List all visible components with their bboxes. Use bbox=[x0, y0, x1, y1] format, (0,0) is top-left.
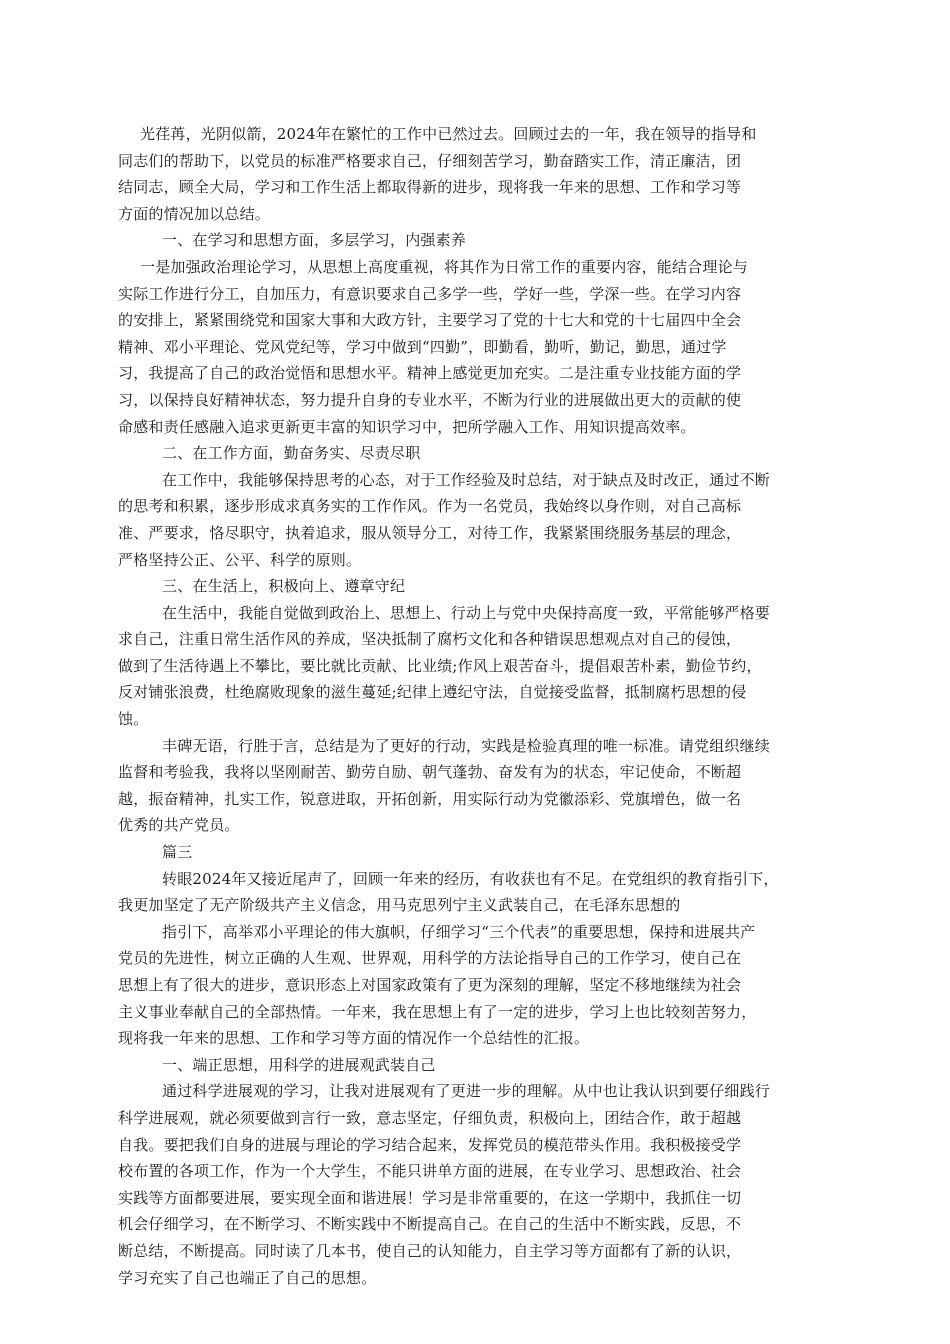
text-line: 在生活中，我能自觉做到政治上、思想上、行动上与党中央保持高度一致，平常能够严格要 bbox=[162, 603, 771, 622]
text-line: 断总结，不断提高。同时读了几本书，使自己的认知能力，自主学习等方面都有了新的认识， bbox=[118, 1241, 742, 1260]
text-line: 丰碑无语，行胜于言，总结是为了更好的行动，实践是检验真理的唯一标准。请党组织继续 bbox=[162, 736, 771, 755]
text-line: 实际工作进行分工，自加压力，有意识要求自己多学一些，学好一些，学深一些。在学习内容 bbox=[118, 284, 742, 303]
text-line: 党员的先进性，树立正确的人生观、世界观，用科学的方法论指导自己的工作学习，使自己在 bbox=[118, 949, 742, 968]
text-line: 实践等方面都要进展，要实现全面和谐进展！学习是非常重要的，在这一学期中，我抓住一切 bbox=[118, 1188, 742, 1207]
text-line: 严格坚持公正、公平、科学的原则。 bbox=[118, 550, 362, 569]
text-line: 优秀的共产党员。 bbox=[118, 816, 240, 835]
text-line: 光荏苒，光阴似箭，2024年在繁忙的工作中已然过去。回顾过去的一年，我在领导的指导和 bbox=[140, 125, 757, 143]
text-line: 方面的情况加以总结。 bbox=[118, 204, 271, 223]
text-line: 三、在生活上，积极向上、遵章守纪 bbox=[162, 577, 406, 596]
text-line: 准、严要求，恪尽职守，执着追求，服从领导分工，对待工作，我紧紧围绕服务基层的理念， bbox=[118, 523, 742, 542]
text-line: 校布置的各项工作，作为一个大学生，不能只讲单方面的进展，在专业学习、思想政治、社会 bbox=[118, 1162, 742, 1181]
text-line: 越，振奋精神，扎实工作，锐意进取，开拓创新，用实际行动为党徽添彩、党旗增色，做一名 bbox=[118, 789, 742, 808]
text-line: 习，以保持良好精神状态，努力提升自身的专业水平，不断为行业的进展做出更大的贡献的使 bbox=[118, 390, 742, 409]
text-line: 命感和责任感融入追求更新更丰富的知识学习中，把所学融入工作、用知识提高效率。 bbox=[118, 417, 696, 436]
text-line: 学习充实了自己也端正了自己的思想。 bbox=[118, 1268, 377, 1287]
text-line: 二、在工作方面，勤奋务实、尽责尽职 bbox=[162, 444, 421, 463]
text-line: 通过科学进展观的学习，让我对进展观有了更进一步的理解。从中也让我认识到要仔细践行 bbox=[162, 1082, 771, 1101]
text-line: 我更加坚定了无产阶级共产主义信念，用马克思列宁主义武装自己，在毛泽东思想的 bbox=[118, 896, 681, 915]
text-line: 转眼2024年又接近尾声了，回顾一年来的经历，有收获也有不足。在党组织的教育指引下， bbox=[162, 869, 779, 888]
text-line: 的思考和积累，逐步形成求真务实的工作作风。作为一名党员，我始终以身作则，对自己高标 bbox=[118, 497, 742, 516]
text-line: 思想上有了很大的进步，意识形态上对国家政策有了更为深刻的理解，坚定不移地继续为社会 bbox=[118, 976, 742, 994]
text-line: 一、在学习和思想方面，多层学习，内强素养 bbox=[162, 231, 467, 250]
text-line: 在工作中，我能够保持思考的心态，对于工作经验及时总结，对于缺点及时改正，通过不断 bbox=[162, 470, 771, 489]
text-line: 一、端正思想，用科学的进展观武装自己 bbox=[162, 1055, 436, 1074]
text-line: 求自己，注重日常生活作风的养成，坚决抵制了腐朽文化和各种错误思想观点对自己的侵蚀， bbox=[118, 630, 742, 649]
text-line: 机会仔细学习，在不断学习、不断实践中不断提高自己。在自己的生活中不断实践，反思，不 bbox=[118, 1215, 742, 1234]
text-line: 主义事业奉献自己的全部热情。一年来，我在思想上有了一定的进步，学习上也比较刻苦努力， bbox=[118, 1002, 757, 1021]
text-line: 自我。要把我们自身的进展与理论的学习结合起来，发挥党员的模范带头作用。我积极接受学 bbox=[118, 1135, 742, 1154]
text-line: 反对铺张浪费，杜绝腐败现象的滋生蔓延;纪律上遵纪守法，自觉接受监督，抵制腐朽思想的侵 bbox=[118, 683, 747, 702]
text-line: 科学进展观，就必须要做到言行一致，意志坚定，仔细负责，积极向上，团结合作，敢于超越 bbox=[118, 1108, 742, 1127]
text-line: 监督和考验我，我将以坚刚耐苦、勤劳自励、朝气蓬勃、奋发有为的状态，牢记使命，不断超 bbox=[118, 763, 742, 782]
text-line: 的安排上，紧紧围绕党和国家大事和大政方针，主要学习了党的十七大和党的十七届四中全会 bbox=[118, 311, 742, 330]
text-line: 现将我一年来的思想、工作和学习等方面的情况作一个总结性的汇报。 bbox=[118, 1029, 590, 1048]
text-line: 结同志，顾全大局，学习和工作生活上都取得新的进步，现将我一年来的思想、工作和学习等 bbox=[118, 178, 742, 197]
text-line: 指引下，高举邓小平理论的伟大旗帜，仔细学习“三个代表”的重要思想，保持和进展共产 bbox=[162, 922, 756, 941]
text-line: 习，我提高了自己的政治觉悟和思想水平。精神上感觉更加充实。二是注重专业技能方面的学 bbox=[118, 364, 742, 383]
text-line: 篇三 bbox=[162, 843, 193, 862]
text-line: 精神、邓小平理论、党风党纪等，学习中做到“四勤”，即勤看，勤听，勤记，勤思，通过学 bbox=[118, 337, 727, 356]
text-line: 同志们的帮助下，以党员的标准严格要求自己，仔细刻苦学习，勤奋踏实工作，清正廉洁，团 bbox=[118, 151, 742, 170]
text-line: 一是加强政治理论学习，从思想上高度重视，将其作为日常工作的重要内容，能结合理论与 bbox=[140, 257, 749, 276]
text-line: 做到了生活待遇上不攀比，要比就比贡献、比业绩;作风上艰苦奋斗，提倡艰苦朴素，勤俭节约， bbox=[118, 656, 762, 675]
document-body bbox=[118, 121, 832, 1291]
text-line: 蚀。 bbox=[118, 710, 149, 729]
